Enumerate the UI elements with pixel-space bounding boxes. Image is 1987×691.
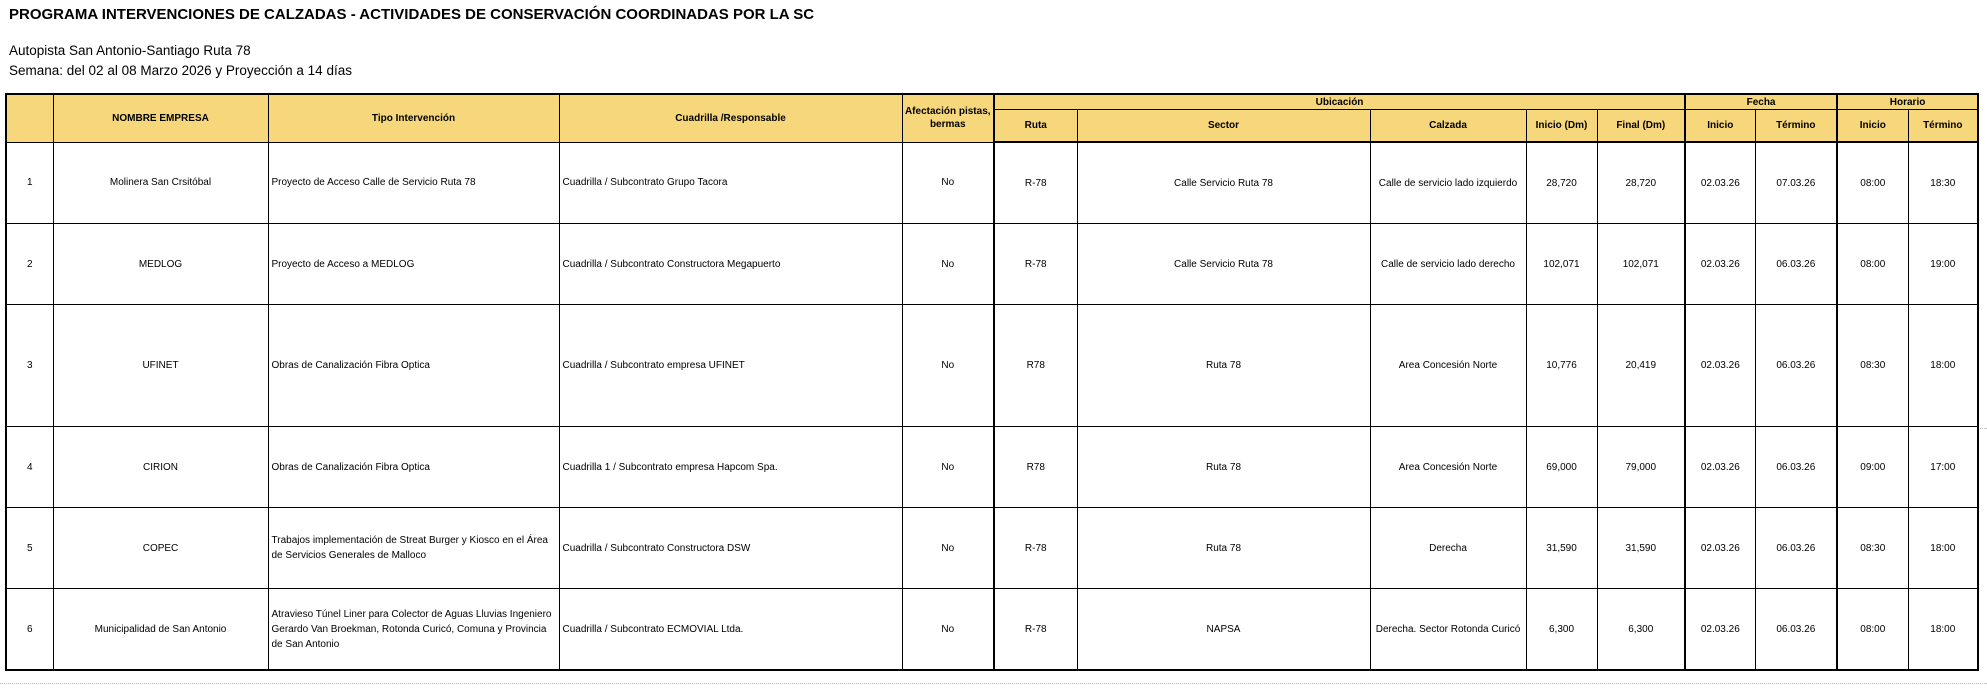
cell-fecha-termino: 06.03.26 [1755,427,1837,508]
cell-fecha-termino: 06.03.26 [1755,589,1837,671]
cell-inicio-dm: 10,776 [1526,305,1597,427]
col-header-fecha-inicio: Inicio [1685,110,1755,143]
cell-hora-inicio: 09:00 [1837,427,1908,508]
cell-tipo: Obras de Canalización Fibra Optica [268,305,559,427]
cell-afectacion: No [902,142,994,224]
cell-ruta: R-78 [994,224,1077,305]
cell-fecha-inicio: 02.03.26 [1685,305,1755,427]
cell-sector: Calle Servicio Ruta 78 [1077,142,1370,224]
cell-fecha-termino: 07.03.26 [1755,142,1837,224]
cell-afectacion: No [902,508,994,589]
cell-cuadrilla: Cuadrilla / Subcontrato Constructora Megapuerto [559,224,902,305]
cell-final-dm: 79,000 [1597,427,1685,508]
cell-hora-termino: 18:00 [1908,589,1978,671]
cell-calzada: Calle de servicio lado derecho [1370,224,1526,305]
cell-fecha-inicio: 02.03.26 [1685,142,1755,224]
cell-calzada: Derecha [1370,508,1526,589]
cell-inicio-dm: 6,300 [1526,589,1597,671]
table-row [6,305,1978,427]
col-header-empresa: NOMBRE EMPRESA [53,94,268,142]
cell-hora-inicio: 08:30 [1837,508,1908,589]
row-number: 3 [6,305,53,427]
cell-afectacion: No [902,305,994,427]
cell-tipo: Obras de Canalización Fibra Optica [268,427,559,508]
col-header-hora-termino: Término [1908,110,1978,143]
group-header-ubicacion: Ubicación [994,94,1685,110]
cell-hora-termino: 19:00 [1908,224,1978,305]
cell-afectacion: No [902,589,994,671]
row-number: 6 [6,589,53,671]
col-header-sector: Sector [1077,110,1370,143]
cell-hora-inicio: 08:00 [1837,589,1908,671]
cell-afectacion: No [902,427,994,508]
cell-hora-inicio: 08:00 [1837,142,1908,224]
header-row-top [6,94,1978,110]
cell-cuadrilla: Cuadrilla / Subcontrato empresa UFINET [559,305,902,427]
cell-tipo: Proyecto de Acceso a MEDLOG [268,224,559,305]
cell-tipo: Atravieso Túnel Liner para Colector de Aguas Lluvias Ingeniero Gerardo Van Broekman, Rotonda Curicó, Comuna y Provincia de San Antonio [268,589,559,671]
cell-inicio-dm: 69,000 [1526,427,1597,508]
cell-sector: Ruta 78 [1077,305,1370,427]
row-number: 5 [6,508,53,589]
document-title: PROGRAMA INTERVENCIONES DE CALZADAS - ACTIVIDADES DE CONSERVACIÓN COORDINADAS POR LA SC [9,6,815,23]
table-row [6,589,1978,671]
cell-cuadrilla: Cuadrilla / Subcontrato Grupo Tacora [559,142,902,224]
cell-hora-inicio: 08:30 [1837,305,1908,427]
cell-fecha-termino: 06.03.26 [1755,508,1837,589]
row-number: 2 [6,224,53,305]
cell-final-dm: 6,300 [1597,589,1685,671]
cell-final-dm: 31,590 [1597,508,1685,589]
cell-fecha-inicio: 02.03.26 [1685,224,1755,305]
group-header-fecha: Fecha [1685,94,1837,110]
table-row [6,427,1978,508]
cell-sector: Calle Servicio Ruta 78 [1077,224,1370,305]
col-header-afectacion: Afectación pistas, bermas [902,94,994,142]
col-header-fecha-termino: Término [1755,110,1837,143]
cell-empresa: CIRION [53,427,268,508]
week-range: Semana: del 02 al 08 Marzo 2026 y Proyección a 14 días [9,63,352,78]
cell-ruta: R-78 [994,142,1077,224]
cell-inicio-dm: 28,720 [1526,142,1597,224]
col-header-cuadrilla: Cuadrilla /Responsable [559,94,902,142]
cell-cuadrilla: Cuadrilla 1 / Subcontrato empresa Hapcom Spa. [559,427,902,508]
table-row [6,508,1978,589]
cell-ruta: R-78 [994,508,1077,589]
table-row [6,142,1978,224]
cell-hora-termino: 18:00 [1908,305,1978,427]
table-row [6,224,1978,305]
cell-empresa: Molinera San Crsitóbal [53,142,268,224]
cell-calzada: Calle de servicio lado izquierdo [1370,142,1526,224]
cell-hora-inicio: 08:00 [1837,224,1908,305]
cell-inicio-dm: 102,071 [1526,224,1597,305]
col-header-hora-inicio: Inicio [1837,110,1908,143]
cell-sector: Ruta 78 [1077,427,1370,508]
col-header-ruta: Ruta [994,110,1077,143]
cell-fecha-inicio: 02.03.26 [1685,427,1755,508]
cell-fecha-termino: 06.03.26 [1755,305,1837,427]
cell-tipo: Trabajos implementación de Streat Burger y Kiosco en el Área de Servicios Generales de Malloco [268,508,559,589]
col-header-inicio-dm: Inicio (Dm) [1526,110,1597,143]
cell-sector: Ruta 78 [1077,508,1370,589]
cell-ruta: R78 [994,305,1077,427]
cell-ruta: R78 [994,427,1077,508]
col-header-final-dm: Final (Dm) [1597,110,1685,143]
cell-calzada: Area Concesión Norte [1370,427,1526,508]
cell-sector: NAPSA [1077,589,1370,671]
sheet-gridline [0,683,1987,684]
cell-empresa: Municipalidad de San Antonio [53,589,268,671]
cell-ruta: R-78 [994,589,1077,671]
cell-hora-termino: 18:30 [1908,142,1978,224]
cell-fecha-inicio: 02.03.26 [1685,508,1755,589]
cell-tipo: Proyecto de Acceso Calle de Servicio Ruta 78 [268,142,559,224]
cell-calzada: Area Concesión Norte [1370,305,1526,427]
cell-final-dm: 20,419 [1597,305,1685,427]
row-number: 1 [6,142,53,224]
cell-calzada: Derecha. Sector Rotonda Curicó [1370,589,1526,671]
cell-cuadrilla: Cuadrilla / Subcontrato ECMOVIAL Ltda. [559,589,902,671]
cell-final-dm: 102,071 [1597,224,1685,305]
road-name: Autopista San Antonio-Santiago Ruta 78 [9,43,251,58]
cell-hora-termino: 18:00 [1908,508,1978,589]
cell-inicio-dm: 31,590 [1526,508,1597,589]
cell-final-dm: 28,720 [1597,142,1685,224]
row-number: 4 [6,427,53,508]
interventions-table [5,93,1979,671]
cell-fecha-inicio: 02.03.26 [1685,589,1755,671]
cell-empresa: UFINET [53,305,268,427]
cell-afectacion: No [902,224,994,305]
cell-cuadrilla: Cuadrilla / Subcontrato Constructora DSW [559,508,902,589]
group-header-horario: Horario [1837,94,1978,110]
col-header-calzada: Calzada [1370,110,1526,143]
cell-hora-termino: 17:00 [1908,427,1978,508]
col-header-num [6,94,53,142]
col-header-tipo: Tipo Intervención [268,94,559,142]
cell-fecha-termino: 06.03.26 [1755,224,1837,305]
cell-empresa: COPEC [53,508,268,589]
cell-empresa: MEDLOG [53,224,268,305]
